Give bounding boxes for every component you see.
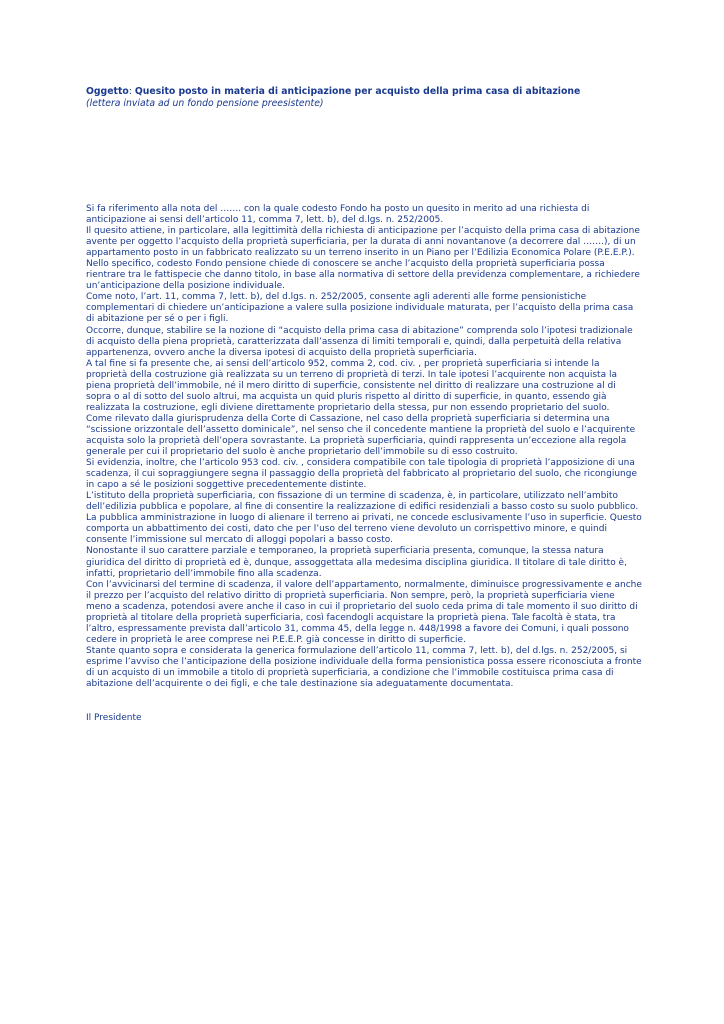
- subject-title: Quesito posto in materia di anticipazione per acquisto della prima casa di abitazione: [134, 86, 581, 97]
- subject-block: [86, 86, 646, 109]
- paragraph: Si evidenzia, inoltre, che l’articolo 953 cod. civ. , considera compatibile con tale tipologia di proprietà l’apposizione di una scadenza, il cui sopraggiungere segna il passaggio della proprietà del fabbricato al proprietario del suolo, che ricongiunge in capo a sé le posizioni soggettive precedentemente distinte.: [86, 458, 638, 491]
- paragraph: A tal fine si fa presente che, ai sensi dell’articolo 952, comma 2, cod. civ. , per proprietà superficiaria si intende la proprietà della costruzione già realizzata su un terreno di proprietà di terzi. In tale ipotesi l’acquirente non acquista la piena proprietà dell’immobile, né il mero diritto di superficie, consistente nel diritto di realizzare una costruzione al di sopra o al di sotto del suolo altrui, ma acquista un quid pluris rispetto al diritto di superficie, in quanto, essendo già realizzata la costruzione, egli diviene direttamente proprietario della stessa, pur non essendo proprietario del suolo.: [86, 358, 617, 413]
- paragraph: Si fa riferimento alla nota del ……. con la quale codesto Fondo ha posto un quesito in merito ad una richiesta di anticipazione ai sensi dell’articolo 11, comma 7, lett. b), del d.lgs. n. 252/2005.: [86, 204, 590, 226]
- signature: Il Presidente: [86, 713, 142, 723]
- paragraph: Occorre, dunque, stabilire se la nozione di “acquisto della prima casa di abitazione” comprenda solo l’ipotesi tradizionale di acquisto della piena proprietà, caratterizzata dall’assenza di limiti temporali e, quindi, dalla perpetuità della relativa appartenenza, ovvero anche la diversa ipotesi di acquisto della proprietà superficiaria.: [86, 325, 633, 358]
- paragraph: Nello specifico, codesto Fondo pensione chiede di conoscere se anche l’acquisto della proprietà superficiaria possa rientrare tra le fattispecie che danno titolo, in base alla normativa di settore della previdenza complementare, a richiedere un’anticipazione della posizione individuale.: [86, 259, 640, 292]
- paragraph: Come rilevato dalla giurisprudenza della Corte di Cassazione, nel caso della proprietà superficiaria si determina una “scissione orizzontale dell’assetto dominicale”, nel senso che il concedente mantiene la proprietà del suolo e l’acquirente acquista solo la proprietà dell’opera sovrastante. La proprietà superficiaria, quindi rappresenta un’eccezione alla regola generale per cui il proprietario del suolo è anche proprietario dell’immobile su di esso costruito.: [86, 413, 636, 458]
- subject-label: Oggetto: [86, 86, 129, 97]
- subject-separator: :: [128, 86, 135, 97]
- paragraph: Stante quanto sopra e considerata la generica formulazione dell’articolo 11, comma 7, lett. b), del d.lgs. n. 252/2005, si esprime l’avviso che l’anticipazione della posizione individuale della forma pensionistica possa essere riconosciuta a fronte di un acquisto di un immobile a titolo di proprietà superficiaria, a condizione che l’immobile costituisca prima casa di abitazione dell’acquirente o dei figli, e che tale destinazione sia adeguatamente documentata.: [86, 645, 642, 690]
- paragraph: Con l’avvicinarsi del termine di scadenza, il valore dell’appartamento, normalmente, diminuisce progressivamente e anche il prezzo per l’acquisto del relativo diritto di proprietà superficiaria. Non sempre, però, la proprietà superficiaria viene meno a scadenza, potendosi avere anche il caso in cui il proprietario del suolo ceda prima di tale momento il suo diritto di proprietà al titolare della proprietà superficiaria, così facendogli acquistare la proprietà piena. Tale facoltà è stata, tra l’altro, espressamente prevista dall’articolo 31, comma 45, della legge n. 448/1998 a favore dei Comuni, i quali possono cedere in proprietà le aree comprese nei P.E.E.P. già concesse in diritto di superficie.: [86, 579, 642, 645]
- paragraph: L’istituto della proprietà superficiaria, con fissazione di un termine di scadenza, è, in particolare, utilizzato nell’ambito dell’edilizia pubblica e popolare, al fine di consentire la realizzazione di edifici residenziali a basso costo su suolo pubblico. La pubblica amministrazione in luogo di alienare il terreno ai privati, ne concede esclusivamente l’uso in superficie. Questo comporta un abbattimento dei costi, dato che per l’uso del terreno viene devoluto un corrispettivo minore, e quindi consente l’immissione sul mercato di alloggi popolari a basso costo.: [86, 491, 642, 546]
- paragraph: Come noto, l’art. 11, comma 7, lett. b), del d.lgs. n. 252/2005, consente agli aderenti alle forme pensionistiche complementari di chiedere un’anticipazione a valere sulla posizione individuale maturata, per l’acquisto della prima casa di abitazione per sé o per i figli.: [86, 292, 634, 325]
- subject-note: (lettera inviata ad un fondo pensione preesistente): [86, 97, 324, 109]
- paragraph: Il quesito attiene, in particolare, alla legittimità della richiesta di anticipazione per l’acquisto della prima casa di abitazione avente per oggetto l’acquisto della proprietà superficiaria, per la durata di anni novantanove (a decorrere dal …….), di un appartamento posto in un fabbricato realizzato su un terreno inserito in un Piano per l’Edilizia Economica Polare (P.E.E.P.).: [86, 226, 640, 259]
- paragraph: Nonostante il suo carattere parziale e temporaneo, la proprietà superficiaria presenta, comunque, la stessa natura giuridica del diritto di proprietà ed è, dunque, assoggettata alla medesima disciplina giuridica. Il titolare di tale diritto è, infatti, proprietario dell’immobile fino alla scadenza.: [86, 546, 627, 579]
- letter-body: [86, 204, 642, 690]
